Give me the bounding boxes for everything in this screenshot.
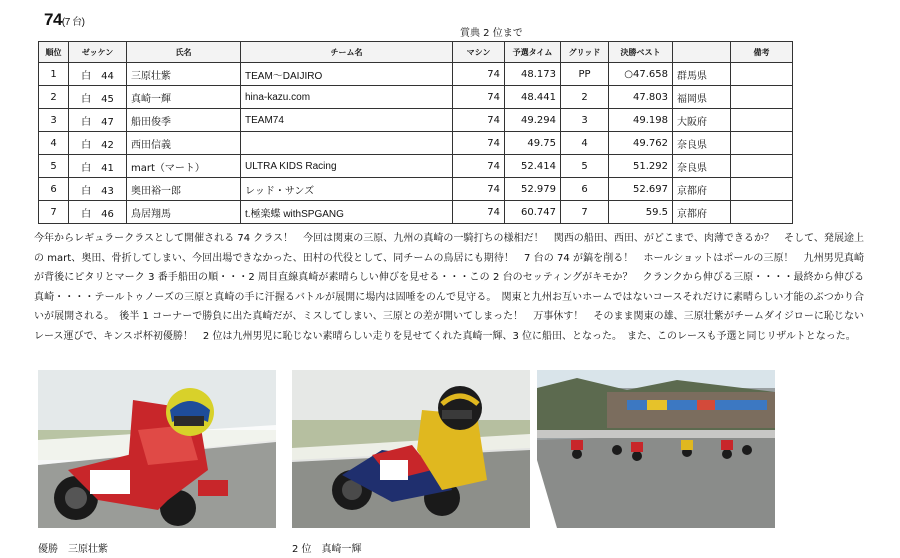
cell-qual: 49.75 (505, 132, 561, 155)
table-header-row (39, 42, 793, 63)
cell-pos: 3 (39, 109, 69, 132)
cell-color: 白 (81, 185, 92, 197)
cell-race-number: 44 (101, 70, 114, 82)
cell-pos: 5 (39, 155, 69, 178)
table-row (39, 132, 793, 155)
cell-name: 船田俊季 (127, 109, 241, 132)
prize-note: 賞典 2 位まで (460, 28, 523, 39)
cell-note (731, 63, 793, 86)
cell-race-number: 43 (101, 185, 114, 197)
cell-pref: 大阪府 (673, 109, 731, 132)
cell-name: 鳥居翔馬 (127, 201, 241, 224)
cell-note (731, 155, 793, 178)
cell-best: 52.697 (609, 178, 673, 201)
cell-race-number: 47 (101, 116, 114, 128)
col-header-number: ゼッケン (69, 42, 127, 63)
cell-name: 西田信義 (127, 132, 241, 155)
cell-pref: 京都府 (673, 201, 731, 224)
cell-team: TEAM74 (241, 109, 453, 132)
col-header-qualifying: 予選タイム (505, 42, 561, 63)
cell-note (731, 109, 793, 132)
cell-name: 三原壮紫 (127, 63, 241, 86)
cell-color: 白 (81, 162, 92, 174)
cell-machine: 74 (453, 86, 505, 109)
race-report: 今年からレギュラークラスとして開催される 74 クラス！ 今回は関東の三原、九州の真崎の一騎打ちの様相だ！ 関西の船田、西田、がどこまで、肉薄できるか？ そして、発展途上の mart、奥田、骨折してしまい、今回出場できなかった、田村の代役として、同チームの鳥居にも期待！ 7 台の 74 が鎬を削る！ ホールショットはポールの三原！ 九州男児真崎が背後にピタリとマーク 3 番手船田の順・・・2 周目直線真崎が素晴らしい伸びを見せる・・・この 2 台のセッティングがキモか？ クランクから伸びる三原・・・・最終から伸びる真崎・・・・テールトゥノーズの三原と真崎の手に汗握るバトルが展開に場内は固唾をのんで見守る。 関東と九州お互いホームではないコースそれだけに素晴らしい才能のぶつかり合いが展開される。 後半 1 コーナーで勝負に出た真崎だが、ミスしてしまい、三原との差が開いてしまった！ 万事休す！ そのまま関東の雄、三原壮紫がチームダイジローに恥じないレース運びで、キンスポ杯初優勝！ 2 位は九州男児に恥じない素晴らしい走りを見せてくれた真崎一輝、3 位に船田、となった。 また、このレースも予選と同じリザルトとなった。 (34, 233, 864, 342)
cell-pref: 福岡県 (673, 86, 731, 109)
cell-color: 白 (81, 93, 92, 105)
cell-best: 47.803 (609, 86, 673, 109)
col-header-prefecture (673, 42, 731, 63)
col-header-machine: マシン (453, 42, 505, 63)
cell-best: 49.198 (609, 109, 673, 132)
cell-qual: 49.294 (505, 109, 561, 132)
cell-pref: 奈良県 (673, 155, 731, 178)
class-count: (7 台) (61, 17, 85, 28)
cell-number (69, 132, 127, 155)
cell-best: ○47.658 (609, 63, 673, 86)
cell-team: t.極楽蝶 withSPGANG (241, 201, 453, 224)
cell-number (69, 155, 127, 178)
col-header-position: 順位 (39, 42, 69, 63)
table-row (39, 201, 793, 224)
cell-note (731, 201, 793, 224)
cell-machine: 74 (453, 178, 505, 201)
cell-note (731, 86, 793, 109)
cell-grid: 4 (561, 132, 609, 155)
results-table (38, 41, 793, 224)
cell-color: 白 (81, 208, 92, 220)
class-title (44, 10, 84, 30)
cell-team: hina-kazu.com (241, 86, 453, 109)
table-row (39, 155, 793, 178)
cell-machine: 74 (453, 155, 505, 178)
table-row (39, 63, 793, 86)
cell-team: TEAM〜DAIJIRO (241, 63, 453, 86)
cell-machine: 74 (453, 109, 505, 132)
cell-best: 59.5 (609, 201, 673, 224)
cell-number (69, 109, 127, 132)
cell-grid: 6 (561, 178, 609, 201)
cell-race-number: 45 (101, 93, 114, 105)
table-row (39, 109, 793, 132)
table-row (39, 178, 793, 201)
cell-best: 49.762 (609, 132, 673, 155)
cell-number (69, 63, 127, 86)
cell-color: 白 (81, 116, 92, 128)
second-place-photo (292, 370, 530, 528)
caption-winner: 優勝 三原壮紫 (38, 544, 108, 555)
cell-grid: 7 (561, 201, 609, 224)
cell-name: 真崎一輝 (127, 86, 241, 109)
col-header-grid: グリッド (561, 42, 609, 63)
cell-pos: 4 (39, 132, 69, 155)
col-header-remarks: 備考 (731, 42, 793, 63)
cell-note (731, 132, 793, 155)
cell-pref: 京都府 (673, 178, 731, 201)
cell-team: ULTRA KIDS Racing (241, 155, 453, 178)
cell-pos: 1 (39, 63, 69, 86)
cell-grid: PP (561, 63, 609, 86)
cell-pos: 2 (39, 86, 69, 109)
cell-machine: 74 (453, 63, 505, 86)
cell-note (731, 178, 793, 201)
cell-qual: 52.979 (505, 178, 561, 201)
cell-race-number: 46 (101, 208, 114, 220)
cell-grid: 5 (561, 155, 609, 178)
table-row (39, 86, 793, 109)
cell-team: レッド・サンズ (241, 178, 453, 201)
cell-pos: 6 (39, 178, 69, 201)
cell-race-number: 42 (101, 139, 114, 151)
race-start-photo (537, 370, 775, 528)
cell-race-number: 41 (101, 162, 114, 174)
cell-pos: 7 (39, 201, 69, 224)
cell-qual: 60.747 (505, 201, 561, 224)
cell-team (241, 132, 453, 155)
cell-number (69, 178, 127, 201)
cell-qual: 48.173 (505, 63, 561, 86)
cell-machine: 74 (453, 201, 505, 224)
cell-name: mart（マート） (127, 155, 241, 178)
cell-color: 白 (81, 139, 92, 151)
col-header-name: 氏名 (127, 42, 241, 63)
col-header-team: チーム名 (241, 42, 453, 63)
cell-grid: 3 (561, 109, 609, 132)
cell-machine: 74 (453, 132, 505, 155)
cell-pref: 群馬県 (673, 63, 731, 86)
class-number: 74 (44, 10, 62, 29)
caption-second-place: 2 位 真崎一輝 (292, 544, 362, 555)
cell-qual: 52.414 (505, 155, 561, 178)
cell-grid: 2 (561, 86, 609, 109)
cell-best: 51.292 (609, 155, 673, 178)
cell-number (69, 86, 127, 109)
cell-pref: 奈良県 (673, 132, 731, 155)
col-header-final-best: 決勝ベスト (609, 42, 673, 63)
cell-name: 奥田裕一郎 (127, 178, 241, 201)
winner-photo (38, 370, 276, 528)
cell-color: 白 (81, 70, 92, 82)
cell-number (69, 201, 127, 224)
cell-qual: 48.441 (505, 86, 561, 109)
